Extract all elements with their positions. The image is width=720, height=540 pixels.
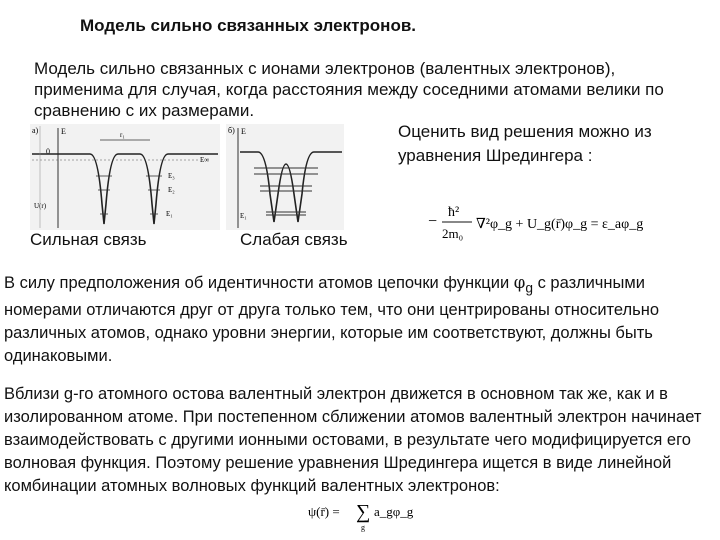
eq2-rhs: a_gφ_g [374, 504, 414, 519]
weak-coupling-label: Слабая связь [240, 230, 348, 249]
E1-label-b: E₁ [240, 212, 247, 220]
p1-text-after: с различными номерами отличаются друг от друга только тем, что они центрированы относительно различных атомов, однако уровни энергии, которые им соответствуют, должны быть одинаковыми. [4, 274, 660, 366]
eq1-denominator: 2m₀ [442, 226, 464, 241]
zero-label: 0 [46, 147, 50, 156]
slide-title: Модель сильно связанных электронов. [80, 16, 417, 35]
E3-label: E₃ [168, 172, 175, 180]
paragraph-lcao: Вблизи g-го атомного остова валентный электрон движется в основном так же, как и в изолированном атоме. При постепенном сближении атомов валентный электрон начинает взаимодействовать с другими ионными остовами, в результате чего модифицируется его волновая функция. Поэтому решение уравнения Шредингера ищется в виде линейной комбинации атомных волновых функций валентных электронов: [4, 385, 702, 495]
eq1-body: ∇²φ_g + U_g(r̄)φ_g = ε_aφ_g [476, 217, 644, 232]
equation-hint: Оценить вид решения можно из уравнения Шредингера : [398, 122, 652, 165]
E-inf-label: E∞ [200, 156, 210, 164]
strong-coupling-figure [30, 124, 220, 230]
eq2-lhs: ψ(r̄) = [308, 504, 340, 519]
E2-label: E₂ [168, 186, 175, 194]
schrodinger-equation [426, 196, 686, 252]
potential-curve-a [32, 154, 218, 224]
eq1-numerator: ħ² [448, 205, 460, 220]
phi-subscript: g [525, 280, 533, 296]
axis-label-E-b: E [241, 127, 246, 136]
r1-label: r₁ [120, 131, 125, 139]
U-label: U(r) [34, 202, 47, 210]
panel-label-b: б) [228, 126, 235, 135]
eq2-sum: ∑ [356, 501, 371, 523]
p1-text-before: В силу предположения об идентичности атомов цепочки функции [4, 274, 514, 292]
svg-text:−: − [428, 213, 438, 230]
paragraph-identity [4, 271, 716, 368]
intro-paragraph: Модель сильно связанных с ионами электронов (валентных электронов), применима для случая, когда расстояния между соседними атомами велики по сравнению с их размерами. [34, 59, 664, 120]
potential-curve-b [240, 152, 342, 222]
panel-label-a: а) [32, 126, 39, 135]
lcao-equation [306, 494, 426, 534]
phi-symbol: φ [513, 273, 526, 292]
axis-label-E: E [61, 127, 66, 136]
weak-coupling-figure [226, 124, 344, 230]
E1-label: E₁ [166, 210, 173, 218]
strong-coupling-label: Сильная связь [30, 230, 147, 249]
eq2-sum-index: g [361, 523, 365, 532]
